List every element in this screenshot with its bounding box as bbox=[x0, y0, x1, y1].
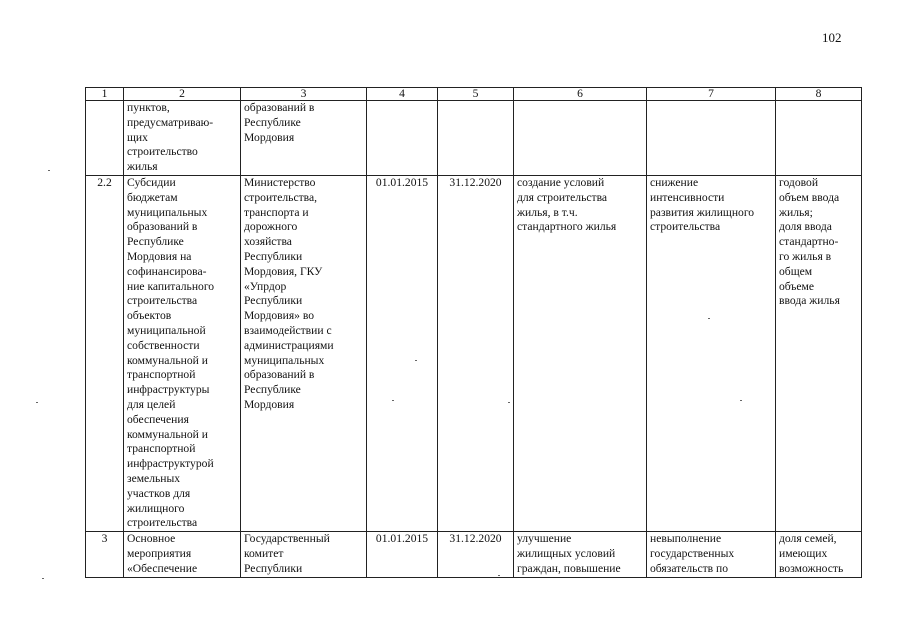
start-date-cell bbox=[367, 176, 438, 532]
column-number: 2 bbox=[124, 88, 241, 101]
end-date-cell bbox=[438, 176, 514, 532]
cell-text-line: образований в bbox=[244, 368, 315, 382]
cell-text-line: интенсивности bbox=[650, 190, 725, 204]
column-number: 5 bbox=[438, 88, 514, 101]
cell-text-line: взаимодействии с bbox=[244, 323, 332, 337]
column-number: 7 bbox=[647, 88, 776, 101]
cell-text-line: образований в bbox=[127, 220, 198, 234]
row-number-cell bbox=[86, 176, 124, 532]
cell-text-line: го жилья в bbox=[779, 249, 832, 263]
cell-text-line: обеспечения bbox=[127, 412, 189, 426]
cell-text-line: граждан, повышение bbox=[517, 561, 621, 575]
program-table bbox=[85, 87, 862, 578]
cell-text-line: Республике bbox=[244, 115, 301, 129]
cell-text-line: для строительства bbox=[517, 190, 608, 204]
cell-text-line: доля семей, bbox=[779, 532, 837, 546]
cell-text-line: объем ввода bbox=[779, 190, 840, 204]
start-date-cell bbox=[367, 532, 438, 577]
end-date-cell bbox=[438, 101, 514, 176]
column-number: 4 bbox=[367, 88, 438, 101]
cell-text-line: Мордовия» во bbox=[244, 309, 315, 323]
cell-text-line: Республике bbox=[244, 383, 301, 397]
cell-text-line: объеме bbox=[779, 279, 815, 293]
cell-text-line: строительство bbox=[127, 145, 198, 159]
scan-speck bbox=[708, 318, 710, 319]
cell-text-line: коммунальной и bbox=[127, 353, 208, 367]
cell-text-line: 3 bbox=[101, 532, 108, 546]
cell-text-line: объектов bbox=[127, 309, 172, 323]
column-number: 1 bbox=[86, 88, 124, 101]
start-date-cell bbox=[367, 101, 438, 176]
cell-text-line: «Обеспечение bbox=[127, 561, 198, 575]
scan-speck bbox=[508, 402, 510, 403]
cell-text-line: 31.12.2020 bbox=[449, 176, 502, 189]
measure-name-cell bbox=[124, 101, 241, 176]
cell-text-line: 2.2 bbox=[97, 176, 112, 189]
expected-result-cell bbox=[514, 101, 647, 176]
scan-speck bbox=[498, 575, 500, 576]
measure-name-cell bbox=[124, 532, 241, 577]
cell-text-line: жилья; bbox=[779, 205, 813, 219]
cell-text-line: развития жилищного bbox=[650, 205, 755, 219]
cell-text-line: жилищного bbox=[127, 501, 185, 515]
cell-text-line: «Упрдор bbox=[244, 279, 287, 293]
indicator-cell bbox=[776, 101, 862, 176]
cell-text-line: Мордовия на bbox=[127, 249, 192, 263]
cell-text-line: ввода жилья bbox=[779, 294, 840, 308]
cell-text-line: Основное bbox=[127, 532, 176, 546]
end-date-cell bbox=[438, 532, 514, 577]
scan-speck bbox=[42, 578, 44, 579]
scan-speck bbox=[48, 170, 50, 171]
executor-cell bbox=[241, 176, 367, 532]
expected-result-cell bbox=[514, 532, 647, 577]
scan-speck bbox=[392, 400, 394, 401]
cell-text-line: Мордовия bbox=[244, 130, 295, 144]
cell-text-line: Мордовия bbox=[244, 397, 295, 411]
cell-text-line: жилья bbox=[127, 160, 158, 174]
executor-cell bbox=[241, 101, 367, 176]
cell-text-line: государственных bbox=[650, 546, 735, 560]
cell-text-line: Республики bbox=[244, 561, 303, 575]
cell-text-line: транспорта и bbox=[244, 205, 309, 219]
cell-text-line: коммунальной и bbox=[127, 427, 208, 441]
indicator-cell bbox=[776, 532, 862, 577]
cell-text-line: улучшение bbox=[517, 532, 572, 546]
cell-text-line: предусматриваю- bbox=[127, 115, 214, 129]
measure-name-cell bbox=[124, 176, 241, 532]
cell-text-line: собственности bbox=[127, 338, 200, 352]
cell-text-line: администрациями bbox=[244, 338, 334, 352]
column-number: 8 bbox=[776, 88, 862, 101]
column-number: 3 bbox=[241, 88, 367, 101]
indicator-cell bbox=[776, 176, 862, 532]
cell-text-line: жилья, в т.ч. bbox=[517, 205, 578, 219]
consequences-cell bbox=[647, 176, 776, 532]
cell-text-line: доля ввода bbox=[779, 220, 832, 234]
scan-speck bbox=[740, 400, 742, 401]
cell-text-line: образований в bbox=[244, 101, 315, 114]
cell-text-line: возможность bbox=[779, 561, 844, 575]
cell-text-line: пунктов, bbox=[127, 101, 170, 114]
cell-text-line: для целей bbox=[127, 397, 176, 411]
cell-text-line: транспортной bbox=[127, 442, 196, 456]
cell-text-line: создание условий bbox=[517, 176, 605, 189]
consequences-cell bbox=[647, 101, 776, 176]
cell-text-line: комитет bbox=[244, 546, 284, 560]
cell-text-line: снижение bbox=[650, 176, 699, 189]
page-number: 102 bbox=[822, 30, 842, 45]
cell-text-line: стандартно- bbox=[779, 235, 839, 249]
table-row bbox=[86, 532, 862, 577]
cell-text-line: строительства bbox=[127, 294, 198, 308]
cell-text-line: софинансирова- bbox=[127, 264, 207, 278]
row-number-cell bbox=[86, 101, 124, 176]
scan-speck bbox=[36, 402, 38, 403]
cell-text-line: муниципальных bbox=[244, 353, 325, 367]
table-row bbox=[86, 101, 862, 176]
cell-text-line: невыполнение bbox=[650, 532, 722, 546]
cell-text-line: щих bbox=[127, 130, 148, 144]
cell-text-line: транспортной bbox=[127, 368, 196, 382]
column-number-row bbox=[86, 88, 862, 101]
cell-text-line: Субсидии bbox=[127, 176, 176, 189]
cell-text-line: муниципальных bbox=[127, 205, 208, 219]
cell-text-line: участков для bbox=[127, 486, 191, 500]
cell-text-line: бюджетам bbox=[127, 190, 178, 204]
cell-text-line: обязательств по bbox=[650, 561, 729, 575]
executor-cell bbox=[241, 532, 367, 577]
cell-text-line: 01.01.2015 bbox=[375, 176, 429, 189]
cell-text-line: стандартного жилья bbox=[517, 220, 617, 234]
cell-text-line: строительства bbox=[127, 516, 198, 530]
cell-text-line: мероприятия bbox=[127, 546, 192, 560]
cell-text-line: муниципальной bbox=[127, 323, 206, 337]
cell-text-line: Мордовия, ГКУ bbox=[244, 264, 323, 278]
scan-speck bbox=[415, 360, 417, 361]
cell-text-line: годовой bbox=[779, 176, 819, 189]
cell-text-line: земельных bbox=[127, 471, 181, 485]
cell-text-line: Республики bbox=[244, 249, 303, 263]
cell-text-line: 31.12.2020 bbox=[449, 532, 502, 546]
cell-text-line: инфраструктуры bbox=[127, 383, 210, 397]
cell-text-line: строительства, bbox=[244, 190, 318, 204]
cell-text-line: жилищных условий bbox=[517, 546, 616, 560]
column-number: 6 bbox=[514, 88, 647, 101]
expected-result-cell bbox=[514, 176, 647, 532]
cell-text-line: Государственный bbox=[244, 532, 330, 546]
cell-text-line: Республике bbox=[127, 235, 184, 249]
table-row bbox=[86, 176, 862, 532]
cell-text-line: дорожного bbox=[244, 220, 298, 234]
cell-text-line: 01.01.2015 bbox=[375, 532, 429, 546]
cell-text-line: строительства bbox=[650, 220, 721, 234]
cell-text-line: Республики bbox=[244, 294, 303, 308]
cell-text-line: имеющих bbox=[779, 546, 828, 560]
cell-text-line: хозяйства bbox=[244, 235, 292, 249]
consequences-cell bbox=[647, 532, 776, 577]
cell-text-line: ние капитального bbox=[127, 279, 215, 293]
cell-text-line: общем bbox=[779, 264, 813, 278]
row-number-cell bbox=[86, 532, 124, 577]
cell-text-line: Министерство bbox=[244, 176, 316, 189]
cell-text-line: инфраструктурой bbox=[127, 457, 214, 471]
